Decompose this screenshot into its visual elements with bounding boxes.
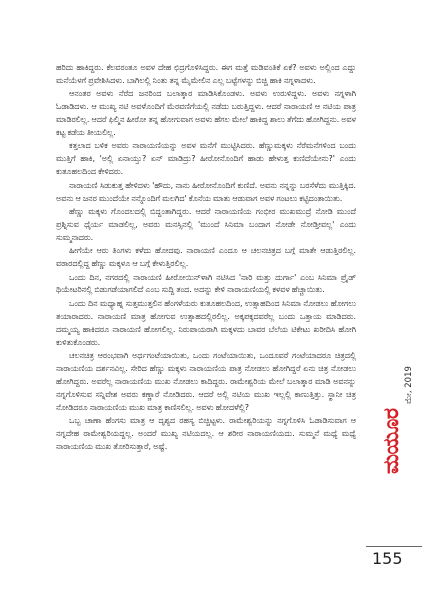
magazine-logo: ಮಯೂರ xyxy=(379,408,403,474)
article-paragraph: ಹೀಗೆಯೇ ಆರು ತಿಂಗಳು ಕಳೆದು ಹೋದವು. ನಾರಾಯಣಿ ಎಂದೂ ಆ ಚಲನಚಿತ್ರದ ಬಗ್ಗೆ ಮಾತೇ ಆಡುತ್ತಿರಲಿಲ್ಲ. ವಠಾರದಲ್ಲಿದ್ದ ಹೆಣ್ಣು ಮಕ್ಕಳೂ ಆ ಬಗ್ಗೆ ಕೇಳುತ್ತಿರಲಿಲ್ಲ. xyxy=(56,246,356,269)
page-number: 155 xyxy=(372,549,403,568)
page-number-divider xyxy=(366,546,422,547)
article-paragraph: ಕತ್ತಲಾದ ಬಳಿಕ ಅವರು ನಾರಾಯಣಿಯನ್ನು ಅವಳ ಮನೆಗೆ ಮುಟ್ಟಿಸಿದರು. ಹೆಣ್ಣುಮಕ್ಕಳು ನೆರೆಮನೆಗಳಿಂದ ಬಂದು ಮುತ್ತಿಗೆ ಹಾಕಿ, 'ಅಲ್ಲಿ ಏನಾಯ್ತು? ಏನ್ ಮಾಡಿದ್ರು? ಹೀರೋನೊಂದಿಗೆ ಹಾಡು ಹೇಳುತ್ತ ಕುಣಿದೆಯೇನು?' ಎಂದು ಕುತೂಹಲದಿಂದ ಕೇಳಿದರು. xyxy=(56,141,356,177)
article-paragraph: ಒಂದು ದಿನ ಮಧ್ಯಾಹ್ನ ಸುತ್ತಮುತ್ತಲಿನ ಹೆಂಗಳೆಯರು ಕುತೂಹಲದಿಂದ, ಉತ್ಸಾಹದಿಂದ ಸಿನಿಮಾ ನೋಡಲು ಹೋಗಲು ತಯಾರಾದರು. ನಾರಾಯಣಿ ಮಾತ್ರ ಹೋಗುವ ಉತ್ಸಾಹದಲ್ಲಿರಲಿಲ್ಲ. ಅಕ್ಕಪಕ್ಕದವರೆಲ್ಲ ಬಂದು ಒತ್ತಾಯ ಮಾಡಿದರು. ದಮ್ಮಯ್ಯ ಹಾಕಿದರೂ ನಾರಾಯಣಿ ಹೋಗಲಿಲ್ಲ. ನಿರುಪಾಯರಾಗಿ ಮಕ್ಕಳದು ಬಾವರ ಬೆಲೆಯ ಟಿಕೇಟು ಖರೀದಿಸಿ ಹೋಗಿ ಕುಳಿತುಕೊಂಡರು. xyxy=(56,298,356,347)
article-paragraph: ಚಲನಚಿತ್ರ ಆರಂಭವಾಗಿ ಅರ್ಧಗಂಟೆಯಾಯಿತು, ಒಂದು ಗಂಟೆಯಾಯಿತು, ಒಂದೂವರೆ ಗಂಟೆಯಾದರೂ ಚಿತ್ರದಲ್ಲಿ ನಾರಾಯಣಿಯ ದರ್ಶನವಿಲ್ಲ. ಸೇರಿದ ಹೆಣ್ಣು ಮಕ್ಕಳು ನಾರಾಯಣಿಯ ಪಾತ್ರ ನೋಡಲು ಹೋಗಿದ್ದರೆ ಏನು ಚಿತ್ರ ನೋಡಲು ಹೋಗಿದ್ದರು. ಅವರೆಲ್ಲ ನಾರಾಯಣಿಯ ಮುಖ ನೋಡಲು ಕಾದಿದ್ದರು. ರಾಮೇಶ್ವರಿಯ ಮೇಲೆ ಬಲಾತ್ಕಾರ ಮಾಡಿ ಅವನನ್ನು ನಗ್ನಗೊಳಿಸುವ ಸನ್ನಿವೇಶ ಅವರು ಕಣ್ಣಾರೆ ನೋಡಿದರು. ಆದರೆ ಅಲ್ಲಿ ನಟಿಯ ಮುಖ ಇಲ್ಲಲ್ಲಿ ಕಾಣುತ್ತಿತ್ತು. ಸ್ಥಾನೀ ಚಿತ್ರ ನೋಡಿದರೂ ನಾರಾಯಣಿಯ ಮುಖ ಮಾತ್ರ ಕಾಣಿಸಲಿಲ್ಲ. ಅವಳು ಹೋದಳೆಲ್ಲಿ? xyxy=(56,350,356,412)
article-paragraph: ನಾರಾಯಣಿ ಸಿಡುಕುತ್ತ ಹೇಳಿದಳು 'ಹೌದು, ನಾನು ಹೀರೋನೊಂದಿಗೆ ಕುಣಿದೆ. ಅವನು ನನ್ನನ್ನು ಬರಸೆಳೆದು ಮುತ್ತಿಕ್ಕಿದ. ಅವನು ಆ ಜನರ ಮುಂದೆಯೇ ನನ್ನೊಂದಿಗೆ ಮಲಗಿದ' ಕೊನೆಯ ಮಾತು ಆಡುವಾಗ ಅವಳ ಗಂಟಲು ಕಟ್ಟಿದಂತಾಯಿತು. xyxy=(56,180,356,203)
article-paragraph: ಒಬ್ಬ ಚಾಣಾ ಹೆಂಗಸು ಮಾತ್ರ ಆ ದೃಶ್ಯದ ರಹಸ್ಯ ಬಿಚ್ಚಿಟ್ಟಳು. ರಾಮೇಶ್ವರಿಯನ್ನು ನಗ್ನಗೊಳಿಸಿ ಓಡಾಡಿಸುವಾಗ ಆ ನಗ್ನದೇಹ ರಾಮೇಶ್ವರಿಯದ್ದಲ್ಲ. ಅಂದರೆ ಮುಖ್ಯ ನಟಿಯದಲ್ಲ. ಆ ಶರೀರ ನಾರಾಯಣಿಯದು. ಸುಮ್ಮನೆ ಮಧ್ಯೆ ಮಧ್ಯೆ ನಾರಾಯಣಿಯ ಮುಖ ತೋರಿಸುತ್ತಾರೆ, ಅಷ್ಟೆ. xyxy=(56,415,356,451)
article-paragraph: ಹರಿದು ಹಾಕಿದ್ದರು. ಕೆಲವರಂತೂ ಅವಳ ದೇಹ ಛಿದ್ರಗೊಳಿಸಿದ್ದರು. ಈಗ ಮತ್ತೆ ಮಡಿವಂತಿಕೆ ಏಕೆ? ಅವಳು ಅಲ್ಲಿಂದ ಎದ್ದು ಮನೆಯೆಳಗೆ ಪ್ರವೇಶಿಸಿದಳು. ಬಾಗಿಲಲ್ಲಿ ನಿಂತು ತನ್ನ ಮೈಮೇಲಿನ ಎಲ್ಲ ಬಟ್ಟೆಗಳನ್ನು ಬಿಚ್ಚಿ ಹಾಕಿ ನಗ್ನಳಾದಳು. xyxy=(56,63,356,85)
article-paragraph: ಆನಂತರ ಅವಳು ನೆರೆದ ಜನರಿಂದ ಬಲಾತ್ಕಾರ ಮಾಡಿಸಿಕೊಂಡಳು. ಅವಳು ಉರುಳಿದ್ದಳು. ಅವಳು ನಗ್ನಳಾಗಿ ಓಡಾಡಿದಳು. ಆ ಮುಖ್ಯ ನಟಿ ಅವಳೊಂದಿಗೆ ಮೆರವಣಿಗೆಯಲ್ಲಿ ನಡೆದು ಬರುತ್ತಿದ್ದಳು. ಆದರೆ ನಾರಾಯಣಿ ಆ ನಟಿಯ ಪಾತ್ರ ಮಾಡಿರಲಿಲ್ಲ. ಆದರೆ ಫಿಲ್ಮಿನ ಹೀರೋ ತನ್ನ ಹೋಗುವಾಗ ಅವಳು ಹೆಗಲ ಮೇಲೆ ಹಾಕಿದ್ದ ಶಾಲು ತೆಗೆದು ಹೋಗಿದ್ದನು. ಅವಳ ಕಟ್ಟ ಕಡೆಯ ತೀಯಲಿಲ್ಲ. xyxy=(56,89,356,138)
issue-date: ಮೇ, 2019 xyxy=(404,366,414,404)
article-paragraph: ಒಂದು ದಿನ, ನಗರದಲ್ಲಿ ನಾರಾಯಣಿ ಹೀರೋಯಿನ್‌ಳಾಗಿ ನಟಿಸಿದ 'ನಾರಿ ಮತ್ತು ದುರ್ಗಾ' ಎಂಬ ಸಿನಿಮಾ ಪ್ರೈಡ್ ಥಿಯೇಟರಿನಲ್ಲಿ ಬಿಡುಗಡೆಯಾಗಲಿದೆ ಎಂಬ ಸುದ್ದಿ ತಂದ. ಅದನ್ನು ಕೇಳಿ ನಾರಾಯಣಿಯಲ್ಲಿ ಕಳವಳ ಹೆಚ್ಚಾಯಿತು. xyxy=(56,272,356,295)
magazine-sidebar xyxy=(378,328,422,488)
article-paragraph: ಹೆಣ್ಣು ಮಕ್ಕಳು ಗೊಂದಲದಲ್ಲಿ ಬಿದ್ದಂತಾಗಿದ್ದರು. ಆದರೆ ನಾರಾಯಣಿಯ ಗಂಭೀರ ಮುಖಮುದ್ರೆ ನೋಡಿ ಮುಂದೆ ಪ್ರಶ್ನಿಸುವ ಧೈರ್ಯ ಮಾಡಲಿಲ್ಲ, ಅವರು ಮನಸ್ಸಿನಲ್ಲಿ 'ಮುಂದೆ ಸಿನಿಮಾ ಬಂದಾಗ ನೋಡೇ ನೋಡ್ತೀವಲ್ಲ' ಎಂದು ಸುಮ್ಮನಾದರು. xyxy=(56,206,356,242)
article-body xyxy=(56,62,356,567)
